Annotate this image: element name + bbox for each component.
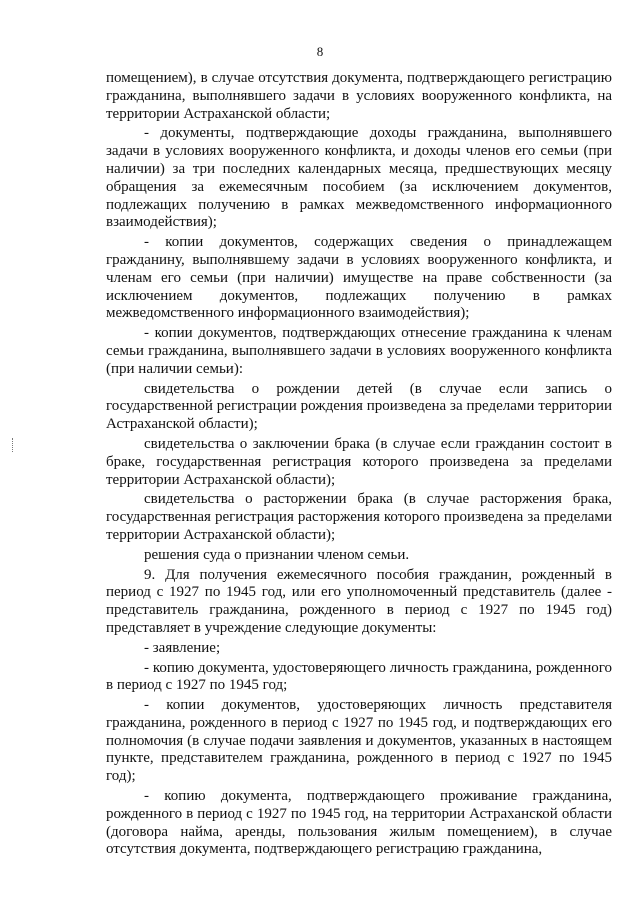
paragraph: - документы, подтверждающие доходы гражданина, выполнявшего задачи в условиях вооруженного конфликта, и доходы членов его семьи (при наличии) за три последних календарных месяца, предшествующих месяцу обращения за ежемесячным пособием (за исключением документов, подлежащих получению в рамках межведомственного информационного взаимодействия); — [106, 125, 612, 231]
paragraph: - копии документов, подтверждающих отнесение гражданина к членам семьи гражданина, выполнявшего задачи в условиях вооруженного конфликта (при наличии семьи): — [106, 325, 612, 377]
paragraph: - копию документа, удостоверяющего личность гражданина, рожденного в период с 1927 по 1945 год; — [106, 659, 612, 694]
paragraph: - копии документов, удостоверяющих личность представителя гражданина, рожденного в период с 1927 по 1945 год, и подтверждающих его полномочия (в случае подачи заявления и документов, указанных в настоящем пункте, представителем гражданина, рожденного в период с 1927 по 1945 год); — [106, 697, 612, 785]
paragraph: 9. Для получения ежемесячного пособия гражданин, рожденный в период с 1927 по 1945 год, или его уполномоченный представитель (далее - представитель гражданина, рожденного в период с 1927 по 1945 год) представляет в учреждение следующие документы: — [106, 566, 612, 636]
paragraph: - копию документа, подтверждающего проживание гражданина, рожденного в период с 1927 по 1945 год, на территории Астраханской области (договора найма, аренды, пользования жилым помещением), в случае отсутствия документа, подтверждающего регистрацию гражданина, — [106, 788, 612, 858]
paragraph: свидетельства о заключении брака (в случае если гражданин состоит в браке, государственная регистрация которого произведена за пределами территории Астраханской области); — [106, 435, 612, 488]
margin-mark — [12, 438, 16, 452]
paragraph: помещением), в случае отсутствия документа, подтверждающего регистрацию гражданина, выполнявшего задачи в условиях вооруженного конфликта, на территории Астраханской области; — [106, 70, 612, 122]
paragraph: - заявление; — [144, 639, 221, 656]
document-body — [106, 70, 612, 861]
paragraph: свидетельства о расторжении брака (в случае расторжения брака, государственная регистрация расторжения которого произведена за пределами территории Астраханской области); — [106, 491, 612, 543]
page-number: 8 — [316, 44, 324, 59]
paragraph: свидетельства о рождении детей (в случае если запись о государственной регистрации рождения произведена за пределами территории Астраханской области); — [106, 380, 612, 433]
paragraph: - копии документов, содержащих сведения о принадлежащем гражданину, выполнявшему задачи в условиях вооруженного конфликта, и членам его семьи (при наличии) имуществе на праве собственности (за исключением документов, подлежащих получению в рамках межведомственного информационного взаимодействия); — [106, 234, 612, 322]
paragraph: решения суда о признании членом семьи. — [144, 546, 410, 563]
